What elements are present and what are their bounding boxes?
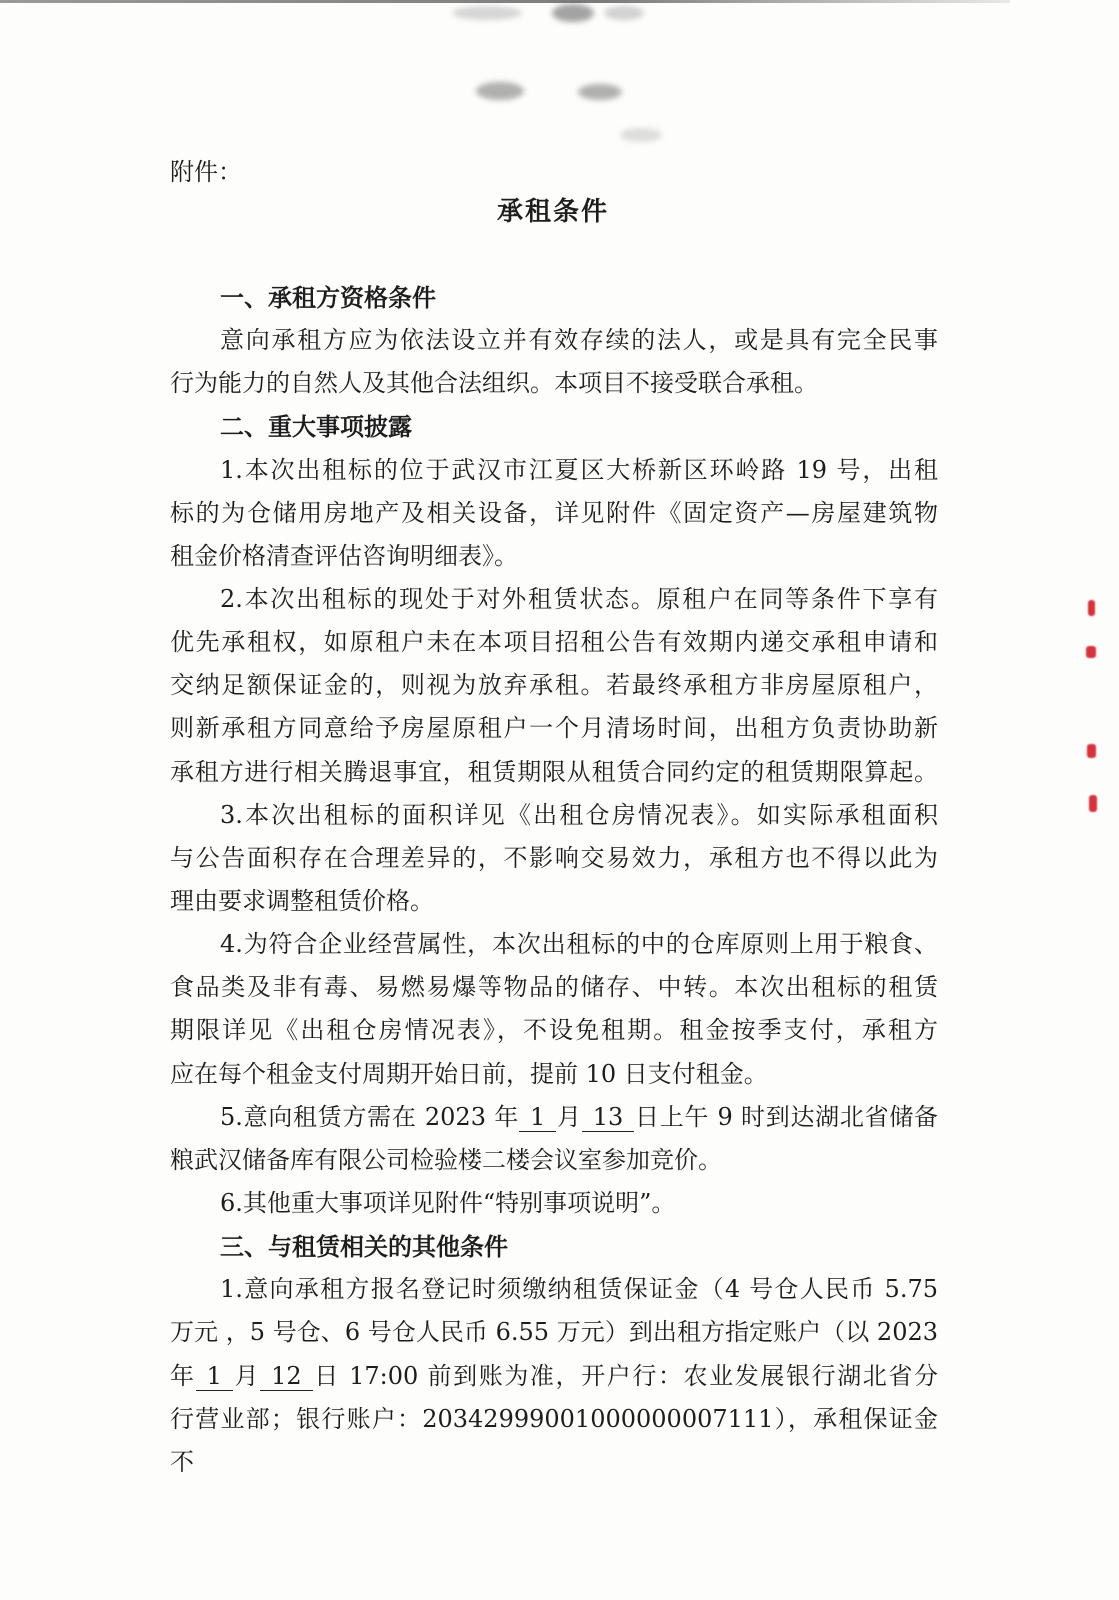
underlined-day: 12 (260, 1362, 313, 1391)
paragraph-line: 应在每个租金支付周期开始日前，提前 10 日支付租金。 (170, 1059, 768, 1088)
text-segment: 5.意向租赁方需在 2023 年 (220, 1102, 520, 1131)
scan-top-edge (0, 0, 1010, 3)
paragraph-line: 优先承租权，如原租户未在本项目招租公告有效期内递交承租申请和 (170, 628, 938, 657)
text-segment: 月 (556, 1102, 582, 1131)
text-segment: 年 (170, 1361, 196, 1390)
paragraph-line: 意向承租方应为依法设立并有效存续的法人，或是具有完全民事 (220, 326, 938, 355)
paragraph-line: 行营业部；银行账户：20342999001000000007111），承租保证金不 (170, 1404, 938, 1476)
underlined-day: 13 (582, 1103, 635, 1132)
red-seal-edge-mark (1087, 744, 1096, 758)
paragraph-line: 1.意向承租方报名登记时须缴纳租赁保证金（4 号仓人民币 5.75 (220, 1275, 938, 1304)
blurred-stamp-mark (552, 4, 594, 22)
section-heading: 一、承租方资格条件 (220, 283, 436, 312)
attachment-label: 附件： (170, 158, 242, 186)
paragraph-line: 粮武汉储备库有限公司检验楼二楼会议室参加竞价。 (170, 1145, 722, 1174)
underlined-month: 1 (196, 1362, 233, 1391)
blurred-stamp-mark (620, 128, 662, 142)
paragraph-line: 交纳足额保证金的，则视为放弃承租。若最终承租方非房屋原租户， (170, 671, 938, 700)
red-seal-edge-mark (1086, 646, 1096, 658)
blurred-stamp-mark (452, 6, 522, 20)
blurred-stamp-mark (476, 82, 524, 100)
red-seal-edge-mark (1088, 600, 1095, 616)
paragraph-line: 行为能力的自然人及其他合法组织。本项目不接受联合承租。 (170, 369, 818, 398)
paragraph-line: 标的为仓储用房地产及相关设备，详见附件《固定资产—房屋建筑物 (170, 498, 938, 527)
text-segment: 月 (232, 1361, 261, 1390)
paragraph-line (170, 1096, 938, 1139)
paragraph-line (170, 1355, 938, 1398)
paragraph-line: 与公告面积存在合理差异的，不影响交易效力，承租方也不得以此为 (170, 843, 938, 872)
section-heading: 二、重大事项披露 (220, 412, 412, 442)
paragraph-line: 6.其他重大事项详见附件“特别事项说明”。 (220, 1188, 676, 1217)
paragraph-line: 1.本次出租标的位于武汉市江夏区大桥新区环岭路 19 号，出租 (220, 455, 938, 484)
underlined-month: 1 (519, 1103, 556, 1132)
paragraph-line: 理由要求调整租赁价格。 (170, 886, 434, 915)
paragraph-line: 2.本次出租标的现处于对外租赁状态。原租户在同等条件下享有 (220, 584, 938, 613)
blurred-stamp-mark (604, 6, 644, 20)
blurred-stamp-mark (578, 84, 622, 100)
document-title: 承租条件 (497, 197, 610, 227)
paragraph-line: 万元 ，5 号仓、6 号仓人民币 6.55 万元）到出租方指定账户（以 2023 (170, 1318, 938, 1347)
paragraph-line: 3.本次出租标的面积详见《出租仓房情况表》。如实际承租面积 (220, 800, 938, 829)
paragraph-line: 4.为符合企业经营属性，本次出租标的中的仓库原则上用于粮食、 (220, 930, 938, 959)
document-body (170, 276, 939, 1476)
paragraph-line: 则新承租方同意给予房屋原租户一个月清场时间，出租方负责协助新 (170, 714, 938, 743)
paragraph-line: 租金价格清查评估咨询明细表》。 (170, 541, 518, 570)
red-seal-edge-mark (1089, 795, 1097, 812)
paragraph-line: 承租方进行相关腾退事宜，租赁期限从租赁合同约定的租赁期限算起。 (170, 757, 938, 786)
section-heading: 三、与租赁相关的其他条件 (220, 1232, 508, 1262)
paragraph-line: 食品类及非有毒、易燃易爆等物品的储存、中转。本次出租标的租赁 (170, 973, 938, 1002)
paragraph-line: 期限详见《出租仓房情况表》，不设免租期。租金按季支付，承租方 (170, 1016, 938, 1045)
text-segment: 日 17:00 前到账为准，开户行：农业发展银行湖北省分 (312, 1361, 939, 1390)
text-segment: 日上午 9 时到达湖北省储备 (634, 1102, 939, 1131)
